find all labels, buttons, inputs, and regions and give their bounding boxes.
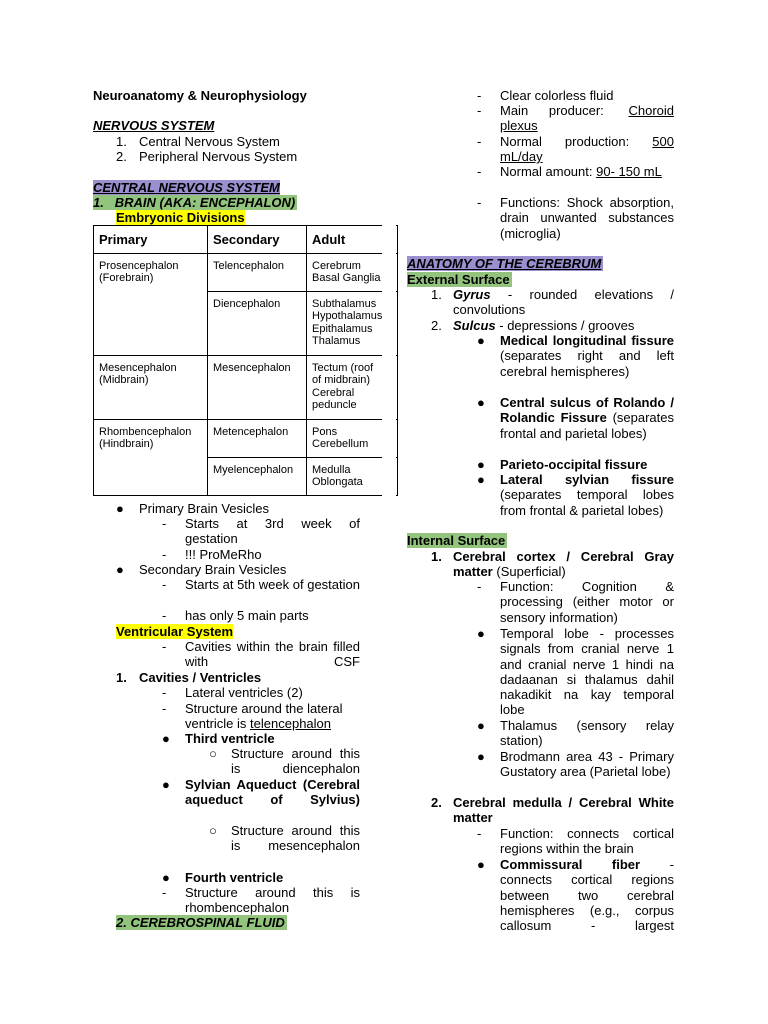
- list-number: 2.: [431, 795, 442, 810]
- dash-marker: -: [162, 608, 167, 623]
- bullet-icon: ●: [162, 731, 170, 746]
- sylvian-aqueduct: Sylvian Aqueduct (Cerebral aqueduct of Sylvius): [185, 777, 360, 808]
- fissure-item: Central sulcus of Rolando / Rolandic Fissure (separates frontal and parietal lobes): [500, 395, 674, 441]
- structure-lateral-line2: ventricle is telencephalon: [185, 716, 332, 731]
- document-title: Neuroanatomy & Neurophysiology: [93, 88, 307, 103]
- table-cell: Subthalamus Hypothalamus Epithalamus Thalamus: [307, 291, 398, 355]
- table-clip-edge: [382, 222, 396, 504]
- cns-heading: CENTRAL NERVOUS SYSTEM: [93, 180, 280, 195]
- dash-marker: -: [477, 164, 482, 179]
- bullet-icon: ●: [116, 501, 124, 516]
- table-cell: Pons Cerebellum: [307, 419, 398, 457]
- embryonic-divisions-label: Embryonic Divisions: [116, 210, 245, 225]
- dash-marker: -: [477, 826, 482, 841]
- dash-marker: -: [477, 88, 482, 103]
- nervous-system-heading: NERVOUS SYSTEM: [93, 118, 215, 133]
- sylvian-structure: Structure around this is mesencephalon: [231, 823, 360, 854]
- dash-marker: -: [162, 639, 167, 654]
- csf-normal-production: Normal production: 500 mL/day: [500, 134, 674, 165]
- cavities-heading: Cavities / Ventricles: [139, 670, 262, 685]
- primary-vesicles: Primary Brain Vesicles: [139, 501, 270, 516]
- structure-lateral-line1: Structure around the lateral: [185, 701, 343, 716]
- table-cell: Mesencephalon: [208, 355, 307, 419]
- list-item: Peripheral Nervous System: [139, 149, 298, 164]
- third-ventricle-structure: Structure around this is diencephalon: [231, 746, 360, 777]
- third-ventricle: Third ventricle: [185, 731, 275, 746]
- table-cell: Telencephalon: [208, 253, 307, 291]
- secondary-vesicle-item: has only 5 main parts: [185, 608, 309, 623]
- table-cell: Mesencephalon (Midbrain): [94, 355, 208, 419]
- table-cell: Rhombencephalon (Hindbrain): [94, 419, 208, 495]
- csf-functions: Functions: Shock absorption, drain unwanted substances (microglia): [500, 195, 674, 241]
- dash-marker: -: [477, 103, 482, 118]
- dash-marker: -: [162, 516, 167, 531]
- dash-marker: -: [162, 885, 167, 900]
- brain-heading: 1. BRAIN (AKA: ENCEPHALON): [93, 195, 296, 210]
- list-number: 1.: [116, 134, 127, 149]
- dash-marker: -: [162, 701, 167, 716]
- table-cell: Myelencephalon: [208, 457, 307, 495]
- table-cell: Metencephalon: [208, 419, 307, 457]
- table-header: Primary: [94, 226, 208, 254]
- temporal-lobe: Temporal lobe - processes signals from cranial nerve 1 and cranial nerve 1 hindi na dadaanan si thalamus dahil nakadikit na kay temporal lobe: [500, 626, 674, 718]
- bullet-icon: ●: [162, 777, 170, 792]
- primary-vesicle-item: !!! ProMeRho: [185, 547, 262, 562]
- fissure-item: Parieto-occipital fissure: [500, 457, 648, 472]
- bullet-icon: ●: [477, 333, 485, 348]
- list-number: 1.: [431, 549, 442, 564]
- embryonic-divisions-table: [93, 225, 398, 496]
- circle-bullet-icon: ○: [209, 746, 217, 761]
- bullet-icon: ●: [477, 749, 485, 764]
- fissure-item: Medical longitudinal fissure (separates right and left cerebral hemispheres): [500, 333, 674, 379]
- secondary-vesicles: Secondary Brain Vesicles: [139, 562, 287, 577]
- lateral-ventricles: Lateral ventricles (2): [185, 685, 303, 700]
- table-cell: Cerebrum Basal Ganglia: [307, 253, 398, 291]
- fissure-item: Lateral sylvian fissure (separates temporal lobes from frontal & parietal lobes): [500, 472, 674, 518]
- table-header: Secondary: [208, 226, 307, 254]
- bullet-icon: ●: [477, 626, 485, 641]
- csf-heading: 2. CEREBROSPINAL FLUID: [116, 915, 285, 930]
- bullet-icon: ●: [477, 718, 485, 733]
- ventricular-desc: Cavities within the brain filled with CSF: [185, 639, 360, 670]
- csf-normal-amount: Normal amount: 90- 150 mL: [500, 164, 662, 179]
- secondary-vesicle-item: Starts at 5th week of gestation: [185, 577, 360, 592]
- commissural-fiber: Commissural fiber - connects cortical regions between two cerebral hemispheres (e.g., corpus callosum - largest: [500, 857, 674, 934]
- csf-producer: Main producer: Choroid plexus: [500, 103, 674, 134]
- thalamus: Thalamus (sensory relay station): [500, 718, 674, 749]
- table-cell: Diencephalon: [208, 291, 307, 355]
- csf-clear: Clear colorless fluid: [500, 88, 614, 103]
- dash-marker: -: [162, 577, 167, 592]
- cerebrum-heading: ANATOMY OF THE CEREBRUM: [407, 256, 602, 271]
- list-number: 1.: [431, 287, 442, 302]
- bullet-icon: ●: [477, 857, 485, 872]
- cortex-function: Function: Cognition & processing (either motor or sensory information): [500, 579, 674, 625]
- bullet-icon: ●: [477, 395, 485, 410]
- medulla-function: Function: connects cortical regions within the brain: [500, 826, 674, 857]
- cerebral-medulla: Cerebral medulla / Cerebral White matter: [453, 795, 674, 826]
- fourth-ventricle-structure: Structure around this is rhombencephalon: [185, 885, 360, 916]
- circle-bullet-icon: ○: [209, 823, 217, 838]
- primary-vesicle-item: Starts at 3rd week of gestation: [185, 516, 360, 547]
- dash-marker: -: [477, 579, 482, 594]
- table-cell: Prosencephalon (Forebrain): [94, 253, 208, 355]
- list-number: 1.: [116, 670, 127, 685]
- cerebral-cortex: Cerebral cortex / Cerebral Gray matter (Superficial): [453, 549, 674, 580]
- dash-marker: -: [162, 547, 167, 562]
- list-number: 2.: [431, 318, 442, 333]
- fourth-ventricle: Fourth ventricle: [185, 870, 284, 885]
- dash-marker: -: [477, 134, 482, 149]
- bullet-icon: ●: [477, 457, 485, 472]
- sulcus-item: Sulcus - depressions / grooves: [453, 318, 635, 333]
- gyrus-item: Gyrus - rounded elevations / convolutions: [453, 287, 674, 318]
- list-item: Central Nervous System: [139, 134, 280, 149]
- list-number: 2.: [116, 149, 127, 164]
- table-cell: Tectum (roof of midbrain) Cerebral peduncle: [307, 355, 398, 419]
- bullet-icon: ●: [477, 472, 485, 487]
- bullet-icon: ●: [162, 870, 170, 885]
- table-cell: Medulla Oblongata: [307, 457, 398, 495]
- brodmann-area: Brodmann area 43 - Primary Gustatory area (Parietal lobe): [500, 749, 674, 780]
- table-header: Adult: [307, 226, 398, 254]
- bullet-icon: ●: [116, 562, 124, 577]
- internal-surface-heading: Internal Surface: [407, 533, 506, 548]
- dash-marker: -: [162, 685, 167, 700]
- ventricular-heading: Ventricular System: [116, 624, 234, 639]
- dash-marker: -: [477, 195, 482, 210]
- external-surface-heading: External Surface: [407, 272, 510, 287]
